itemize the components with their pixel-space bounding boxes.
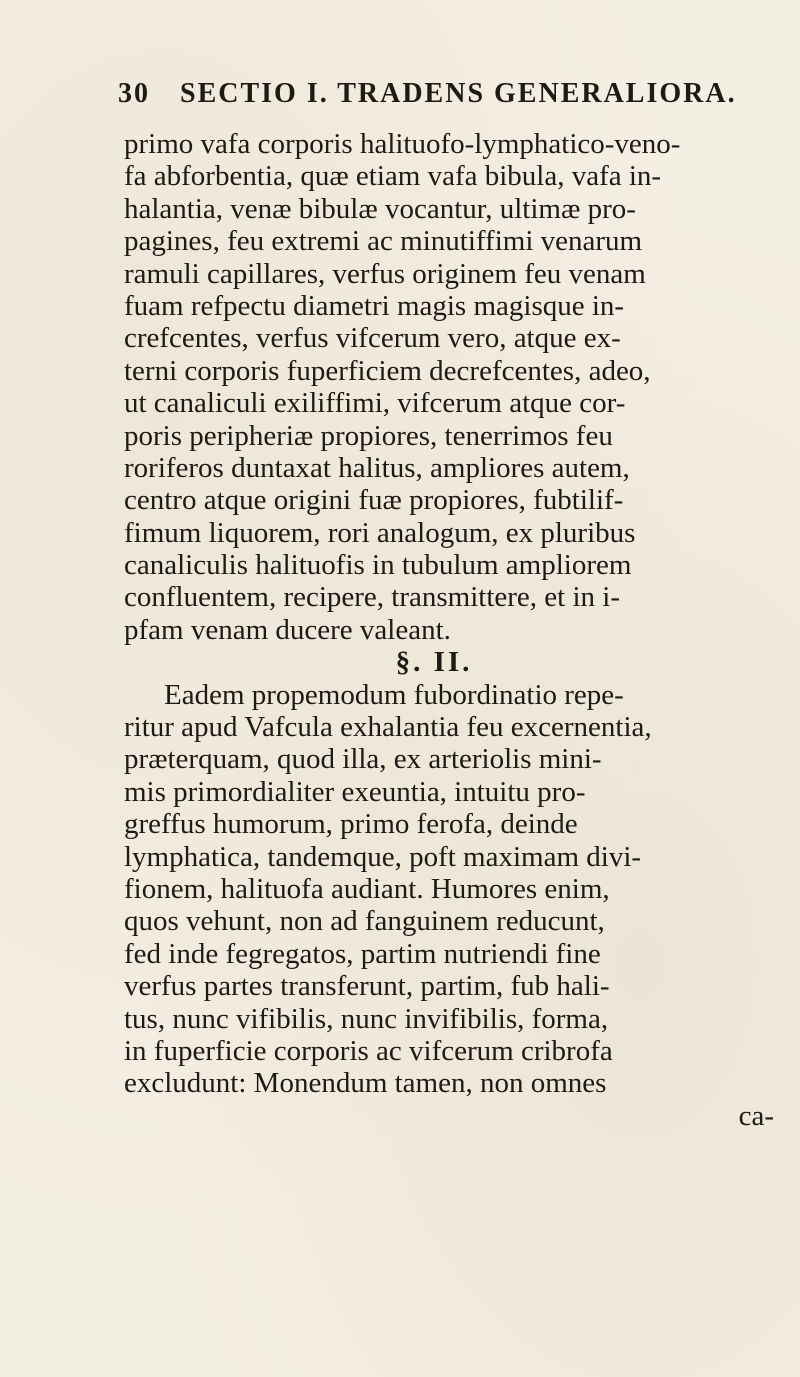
text-line: greffus humorum, primo ferofa, deinde — [124, 808, 578, 841]
text-line: lymphatica, tandemque, poft maximam divi- — [124, 840, 642, 873]
running-title: SECTIO I. TRADENS GENERALIORA. — [180, 78, 737, 109]
text-line: canaliculis halituofis in tubulum ampliorem — [124, 549, 632, 582]
text-line: ritur apud Vafcula exhalantia feu excernentia, — [124, 711, 652, 744]
text-line: primo vafa corporis halituofo-lymphatico-veno- — [124, 128, 681, 160]
page-header — [118, 78, 768, 118]
text-line: terni corporis fuperficiem decrefcentes, adeo, — [124, 354, 651, 387]
text-line: præterquam, quod illa, ex arteriolis mini- — [124, 743, 602, 776]
text-line: centro atque origini fuæ propiores, fubtilif- — [124, 484, 624, 517]
text-line: fionem, halituofa audiant. Humores enim, — [124, 872, 610, 905]
body-text — [124, 128, 784, 1132]
text-line: poris peripheriæ propiores, tenerrimos feu — [124, 419, 613, 452]
text-line: pagines, feu extremi ac minutiffimi venarum — [124, 225, 643, 258]
text-line: crefcentes, verfus vifcerum vero, atque ex- — [124, 322, 621, 355]
text-line: fimum liquorem, rori analogum, ex pluribus — [124, 516, 636, 549]
paragraph-2 — [124, 679, 784, 1100]
text-line: pfam venam ducere valeant. — [124, 613, 451, 646]
text-line: quos vehunt, non ad fanguinem reducunt, — [124, 905, 605, 938]
page-number: 30 — [118, 78, 150, 109]
text-line: roriferos duntaxat halitus, ampliores autem, — [124, 451, 630, 484]
text-line: fa abforbentia, quæ etiam vafa bibula, vafa in- — [124, 160, 662, 193]
text-line: ut canaliculi exiliffimi, vifcerum atque cor- — [124, 387, 626, 420]
text-line: excludunt: Monendum tamen, non omnes — [124, 1067, 607, 1100]
text-line: fed inde fegregatos, partim nutriendi fine — [124, 937, 601, 970]
text-line: tus, nunc vifibilis, nunc invifibilis, forma, — [124, 1002, 609, 1035]
paragraph-1 — [124, 128, 784, 646]
text-line: confluentem, recipere, transmittere, et in i- — [124, 581, 621, 614]
text-line: fuam refpectu diametri magis magisque in- — [124, 289, 625, 322]
text-line: mis primordialiter exeuntia, intuitu pro- — [124, 775, 586, 808]
text-line: verfus partes transferunt, partim, fub hali- — [124, 970, 610, 1003]
catchword: ca- — [738, 1099, 774, 1132]
text-line: Eadem propemodum fubordinatio repe- — [164, 678, 624, 711]
text-line: halantia, venæ bibulæ vocantur, ultimæ pro- — [124, 192, 636, 225]
text-line: in fuperficie corporis ac vifcerum cribrofa — [124, 1034, 613, 1067]
text-line: ramuli capillares, verfus originem feu venam — [124, 257, 646, 290]
section-heading: §. II. — [395, 646, 473, 679]
